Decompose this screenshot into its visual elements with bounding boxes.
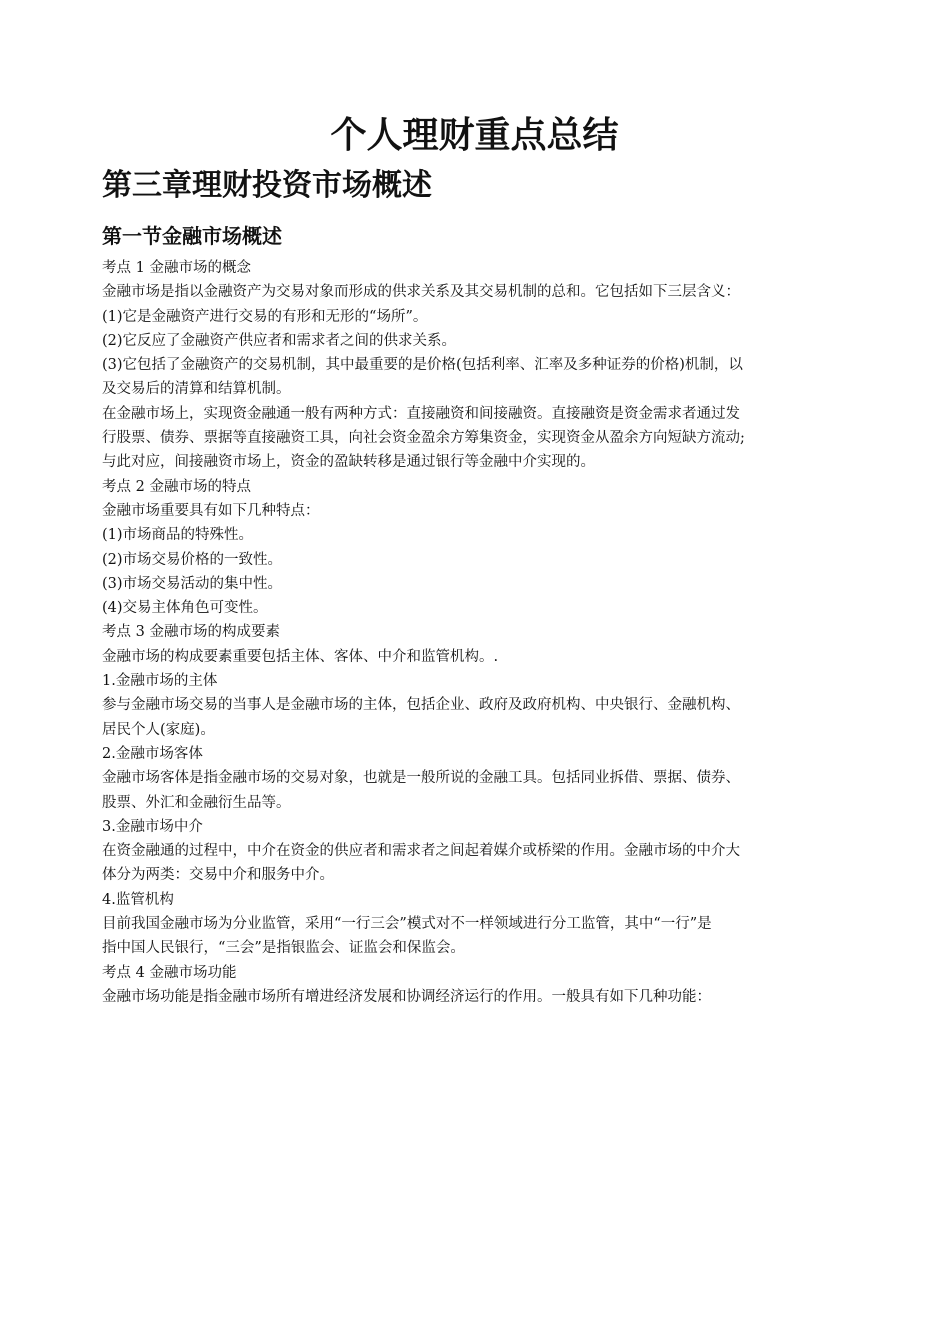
text-line: 金融市场功能是指金融市场所有增进经济发展和协调经济运行的作用。一般具有如下几种功能：: [102, 988, 711, 1005]
text-line: 参与金融市场交易的当事人是金融市场的主体，包括企业、政府及政府机构、中央银行、金融机构、: [102, 697, 740, 714]
text-line: 考点 4 金融市场功能: [102, 964, 237, 981]
text-line: 指中国人民银行，“三会”是指银监会、证监会和保监会。: [102, 940, 465, 957]
text-line: 行股票、债券、票据等直接融资工具，向社会资金盈余方筹集资金，实现资金从盈余方向短缺方流动;: [102, 430, 745, 447]
chapter-heading: 第三章理财投资市场概述: [102, 168, 432, 203]
text-line: 1.金融市场的主体: [102, 673, 218, 690]
section-heading: 第一节金融市场概述: [102, 224, 282, 248]
text-line: (1)市场商品的特殊性。: [102, 527, 254, 544]
text-line: 体分为两类：交易中介和服务中介。: [102, 867, 334, 884]
text-line: 在资金融通的过程中，中介在资金的供应者和需求者之间起着媒介或桥梁的作用。金融市场的中介大: [102, 843, 740, 860]
text-line: 股票、外汇和金融衍生品等。: [102, 794, 291, 811]
text-line: 金融市场重要具有如下几种特点：: [102, 502, 320, 519]
text-line: 考点 1 金融市场的概念: [102, 260, 251, 276]
text-line: 考点 3 金融市场的构成要素: [102, 624, 280, 641]
text-line: (3)市场交易活动的集中性。: [102, 575, 283, 592]
text-line: (2)市场交易价格的一致性。: [102, 551, 283, 568]
text-line: 3.金融市场中介: [102, 818, 203, 835]
text-line: 金融市场的构成要素重要包括主体、客体、中介和监管机构。.: [102, 648, 499, 665]
text-line: 金融市场是指以金融资产为交易对象而形成的供求关系及其交易机制的总和。它包括如下三层含义：: [102, 284, 740, 301]
text-line: 及交易后的清算和结算机制。: [102, 381, 291, 398]
text-line: 居民个人(家庭)。: [102, 721, 215, 738]
text-line: (4)交易主体角色可变性。: [102, 600, 268, 617]
text-line: 考点 2 金融市场的特点: [102, 478, 251, 495]
text-line: (3)它包括了金融资产的交易机制，其中最重要的是价格(包括利率、汇率及多种证券的价格)机制，以: [102, 357, 743, 374]
document-title: 个人理财重点总结: [330, 115, 619, 156]
document-page: [102, 108, 847, 1009]
text-line: 在金融市场上，实现资金融通一般有两种方式：直接融资和间接融资。直接融资是资金需求者通过发: [102, 405, 740, 422]
text-line: 金融市场客体是指金融市场的交易对象，也就是一般所说的金融工具。包括同业拆借、票据、债券、: [102, 770, 740, 787]
body-text: [102, 256, 847, 1009]
text-line: 4.监管机构: [102, 891, 174, 908]
text-line: 2.金融市场客体: [102, 745, 203, 762]
text-line: (1)它是金融资产进行交易的有形和无形的“场所”。: [102, 308, 428, 325]
text-line: 与此对应，间接融资市场上，资金的盈缺转移是通过银行等金融中介实现的。: [102, 454, 595, 471]
text-line: 目前我国金融市场为分业监管，采用“一行三会”模式对不一样领域进行分工监管，其中“一行”是: [102, 916, 712, 933]
text-line: (2)它反应了金融资产供应者和需求者之间的供求关系。: [102, 332, 457, 349]
